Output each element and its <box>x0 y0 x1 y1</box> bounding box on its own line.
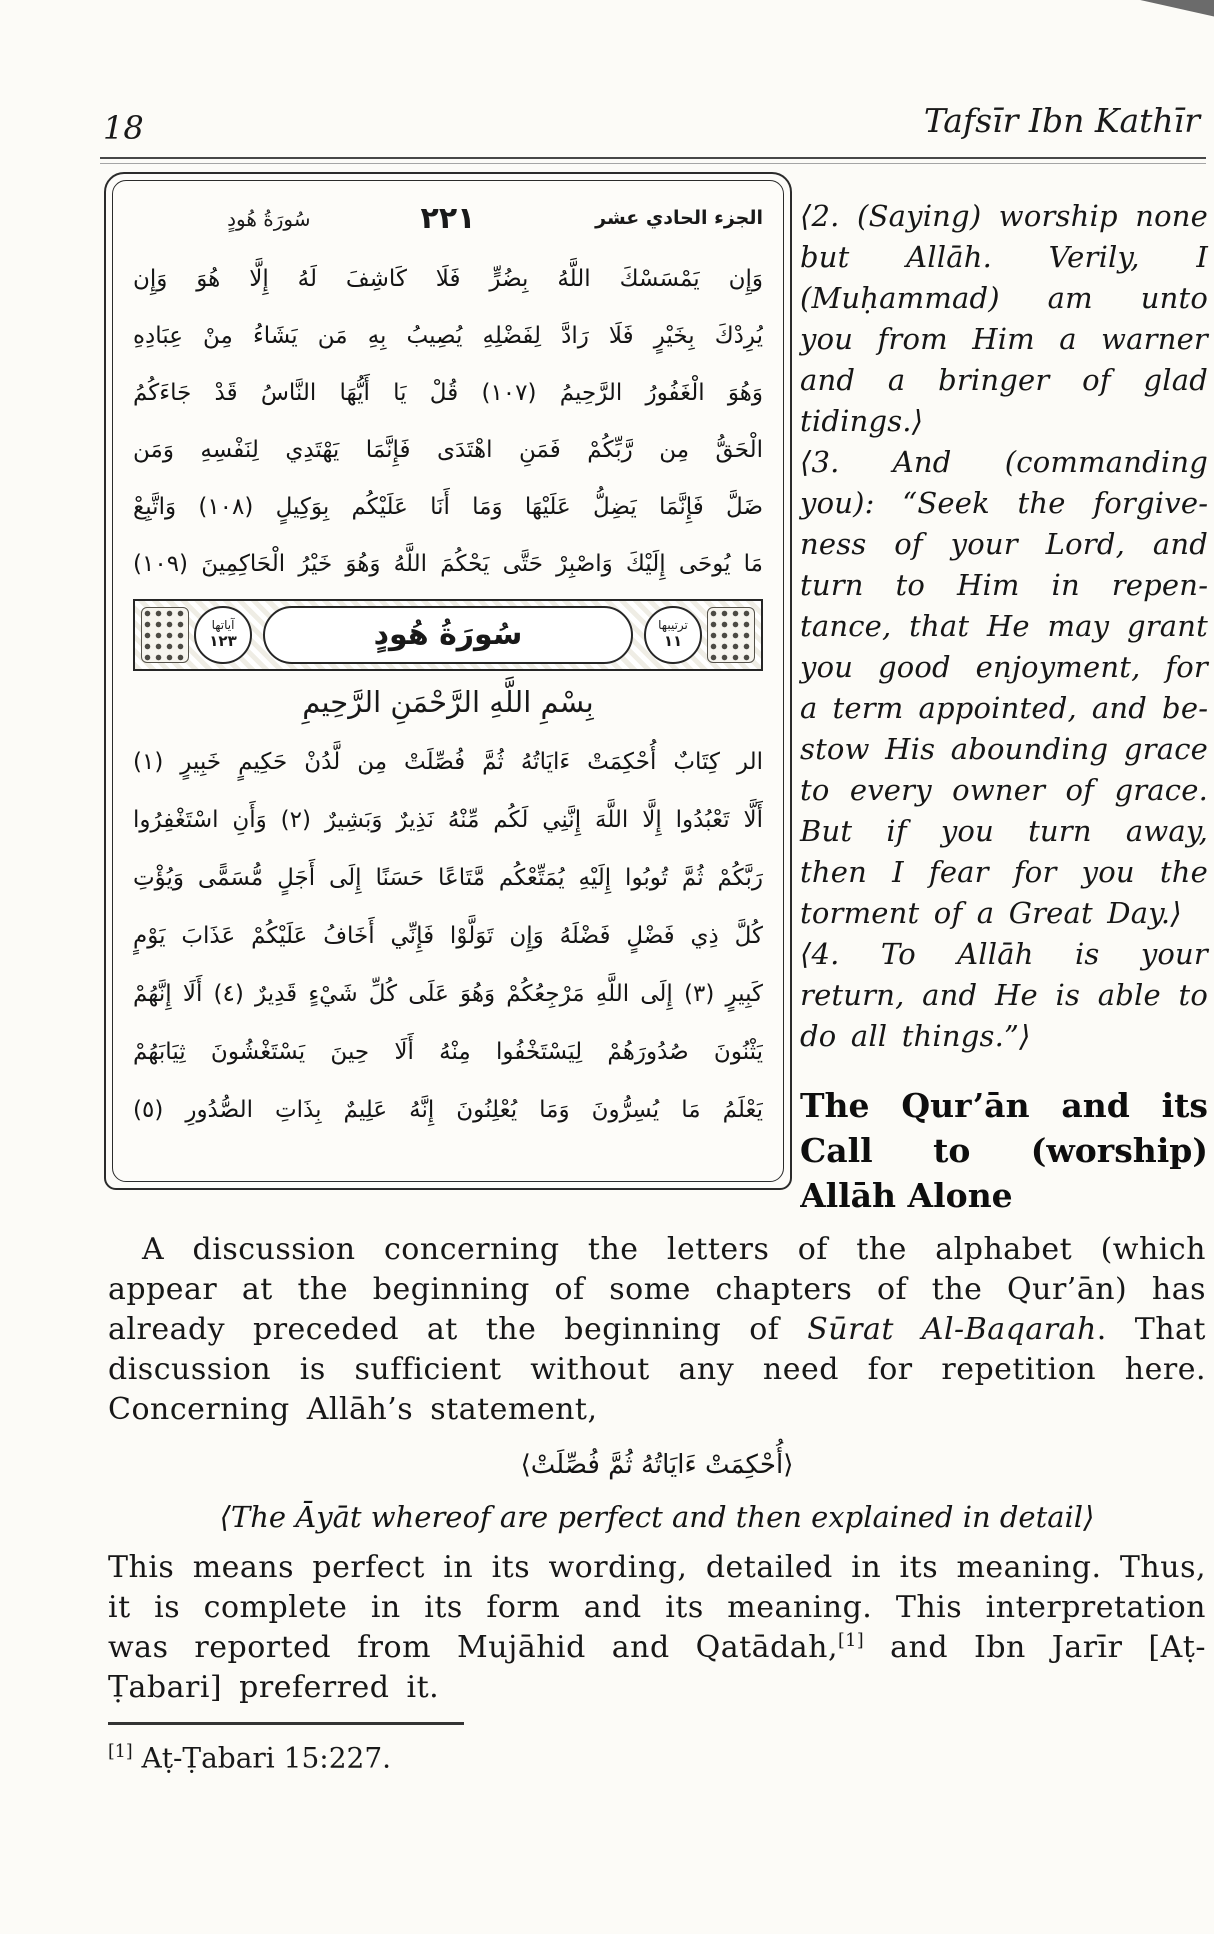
commentary-p2-text-after: and Ibn Jarīr [Aṭ-Ṭabari] preferred it. <box>108 1630 1206 1705</box>
floral-ornament-icon <box>141 607 189 663</box>
ayah-line: رَبَّكُمْ ثُمَّ تُوبُوا إِلَيْهِ يُمَتِّعْكُم مَّتَاعًا حَسَنًا إِلَى أَجَلٍ مُّسَمًّى وَيُؤْتِ <box>133 865 763 891</box>
surah-ayat-word: آياتها <box>211 618 235 633</box>
surah-title-cartouche: سُورَةُ هُودٍ <box>263 606 633 664</box>
commentary-p1-text-after: . That discussion is sufficient without any need for repetition here. Concerning Allāh’s statement, <box>108 1312 1206 1427</box>
translation-column <box>800 196 1208 1218</box>
surah-order-number: ١١ <box>663 632 683 651</box>
ayah-line: كُلَّ ذِي فَضْلٍ فَضْلَهُ وَإِن تَوَلَّوْا فَإِنِّي أَخَافُ عَلَيْكُمْ عَذَابَ يَوْمٍ <box>133 923 763 949</box>
ayah-quote-translation: ⟨The Āyāt whereof are perfect and then explained in detail⟩ <box>219 1500 1095 1534</box>
mushaf-page-number: ٢٢١ <box>420 201 476 236</box>
verse-translation-2: ⟨2. (Saying) worship none but Allāh. Verily, I (Muḥammad) am unto you from Him a warner and a bringer of glad tidings.⟩ <box>800 199 1208 438</box>
ayah-line: ضَلَّ فَإِنَّمَا يَضِلُّ عَلَيْهَا وَمَا أَنَا عَلَيْكُم بِوَكِيلٍ (١٠٨) وَاتَّبِعْ <box>133 494 763 520</box>
verse-translation-4: ⟨4. To Allāh is your return, and He is able to do all things.”⟩ <box>800 937 1208 1053</box>
verse-translation-3: ⟨3. And (commanding you): “Seek the forgiveness of your Lord, and turn to Him in repentance, that He may grant you good enjoyment, for a term appointed, and bestow His abounding grace to every owner of grace. But if you turn away, then I fear for you the torment of a Great Day.⟩ <box>800 445 1208 930</box>
arabic-ayah-quote: ⟨أُحْكِمَتْ ءَايَاتُهُ ثُمَّ فُصِّلَتْ⟩ <box>520 1450 794 1480</box>
ayah-line: أَلَّا تَعْبُدُوا إِلَّا اللَّهَ إِنَّنِي لَكُم مِّنْهُ نَذِيرٌ وَبَشِيرٌ (٢) وَأَنِ اسْتَغْفِرُوا <box>133 807 763 833</box>
footnote-marker: [1] <box>108 1742 133 1762</box>
ayah-lines-hud <box>133 733 763 1139</box>
commentary-section <box>108 1230 1206 1708</box>
juz-seal: الجزء الحادي عشر <box>595 207 763 230</box>
ayah-line: كَبِيرٍ (٣) إِلَى اللَّهِ مَرْجِعُكُمْ وَهُوَ عَلَى كُلِّ شَيْءٍ قَدِيرٌ (٤) أَلَا إِنَّهُمْ <box>133 981 763 1007</box>
footnote-area <box>108 1722 1206 1776</box>
bismillah-line: بِسْمِ اللَّهِ الرَّحْمَنِ الرَّحِيمِ <box>302 685 594 719</box>
footnote-reference: [1] <box>838 1631 865 1651</box>
ayah-line: مَا يُوحَى إِلَيْكَ وَاصْبِرْ حَتَّى يَحْكُمَ اللَّهُ وَهُوَ خَيْرُ الْحَاكِمِينَ (١٠٩) <box>133 551 763 577</box>
ayah-line: يَعْلَمُ مَا يُسِرُّونَ وَمَا يُعْلِنُونَ إِنَّهُ عَلِيمٌ بِذَاتِ الصُّدُورِ (٥) <box>133 1097 763 1123</box>
quran-mushaf-box <box>104 172 792 1190</box>
commentary-p1-text: A discussion concerning the letters of the alphabet (which appear at the beginning of some chapters of the Qur’ān) has already preceded at the beginning of <box>108 1232 1206 1347</box>
running-title: Tafsīr Ibn Kathīr <box>923 101 1200 140</box>
mushaf-header-row <box>133 187 763 251</box>
surah-order-medallion <box>644 606 702 664</box>
section-heading <box>800 1083 1208 1218</box>
ayah-line: يَثْنُونَ صُدُورَهُمْ لِيَسْتَخْفُوا مِنْهُ أَلَا حِينَ يَسْتَغْشُونَ ثِيَابَهُمْ <box>133 1039 763 1065</box>
mushaf-surah-label: سُورَةُ هُودٍ <box>227 207 311 231</box>
ayah-line: الْحَقُّ مِن رَّبِّكُمْ فَمَنِ اهْتَدَى فَإِنَّمَا يَهْتَدِي لِنَفْسِهِ وَمَن <box>133 437 763 463</box>
footnote-rule <box>108 1722 464 1725</box>
ayah-line: يُرِدْكَ بِخَيْرٍ فَلَا رَادَّ لِفَضْلِهِ يُصِيبُ بِهِ مَن يَشَاءُ مِنْ عِبَادِهِ <box>133 323 763 349</box>
commentary-p1-italic-title: Sūrat Al-Baqarah <box>807 1312 1097 1347</box>
ayah-line: وَهُوَ الْغَفُورُ الرَّحِيمُ (١٠٧) قُلْ يَا أَيُّهَا النَّاسُ قَدْ جَاءَكُمُ <box>133 380 763 406</box>
floral-ornament-icon <box>707 607 755 663</box>
commentary-paragraph-1 <box>108 1230 1206 1430</box>
surah-order-word: ترتيبها <box>658 618 688 633</box>
section-heading-line: The Qur’ān and its <box>800 1086 1208 1125</box>
section-heading-line: Allāh Alone <box>800 1176 1013 1215</box>
footnote-text <box>108 1734 1206 1776</box>
surah-ayat-count-medallion <box>194 606 252 664</box>
scan-artifact <box>1124 0 1214 30</box>
page-number: 18 <box>103 109 144 147</box>
commentary-p2-text: This means perfect in its wording, detailed in its meaning. Thus, it is complete in its form and its meaning. This interpretation was reported from Mujāhid and Qatādah, <box>108 1550 1206 1665</box>
footnote-reference-text: Aṭ-Ṭabari 15:227. <box>141 1741 392 1775</box>
surah-ayat-number: ١٢٣ <box>209 632 237 651</box>
ayah-line: وَإِن يَمْسَسْكَ اللَّهُ بِضُرٍّ فَلَا كَاشِفَ لَهُ إِلَّا هُوَ وَإِن <box>133 266 763 292</box>
section-heading-line: Call to (worship) <box>800 1131 1208 1170</box>
surah-title-banner <box>133 599 763 671</box>
ayah-line: الر كِتَابٌ أُحْكِمَتْ ءَايَاتُهُ ثُمَّ فُصِّلَتْ مِن لَّدُنْ حَكِيمٍ خَبِيرٍ (١) <box>133 749 763 775</box>
header-rule <box>100 157 1206 164</box>
ayah-lines-yunus <box>133 251 763 593</box>
quran-mushaf-inner-frame <box>112 180 784 1182</box>
commentary-paragraph-2 <box>108 1548 1206 1708</box>
